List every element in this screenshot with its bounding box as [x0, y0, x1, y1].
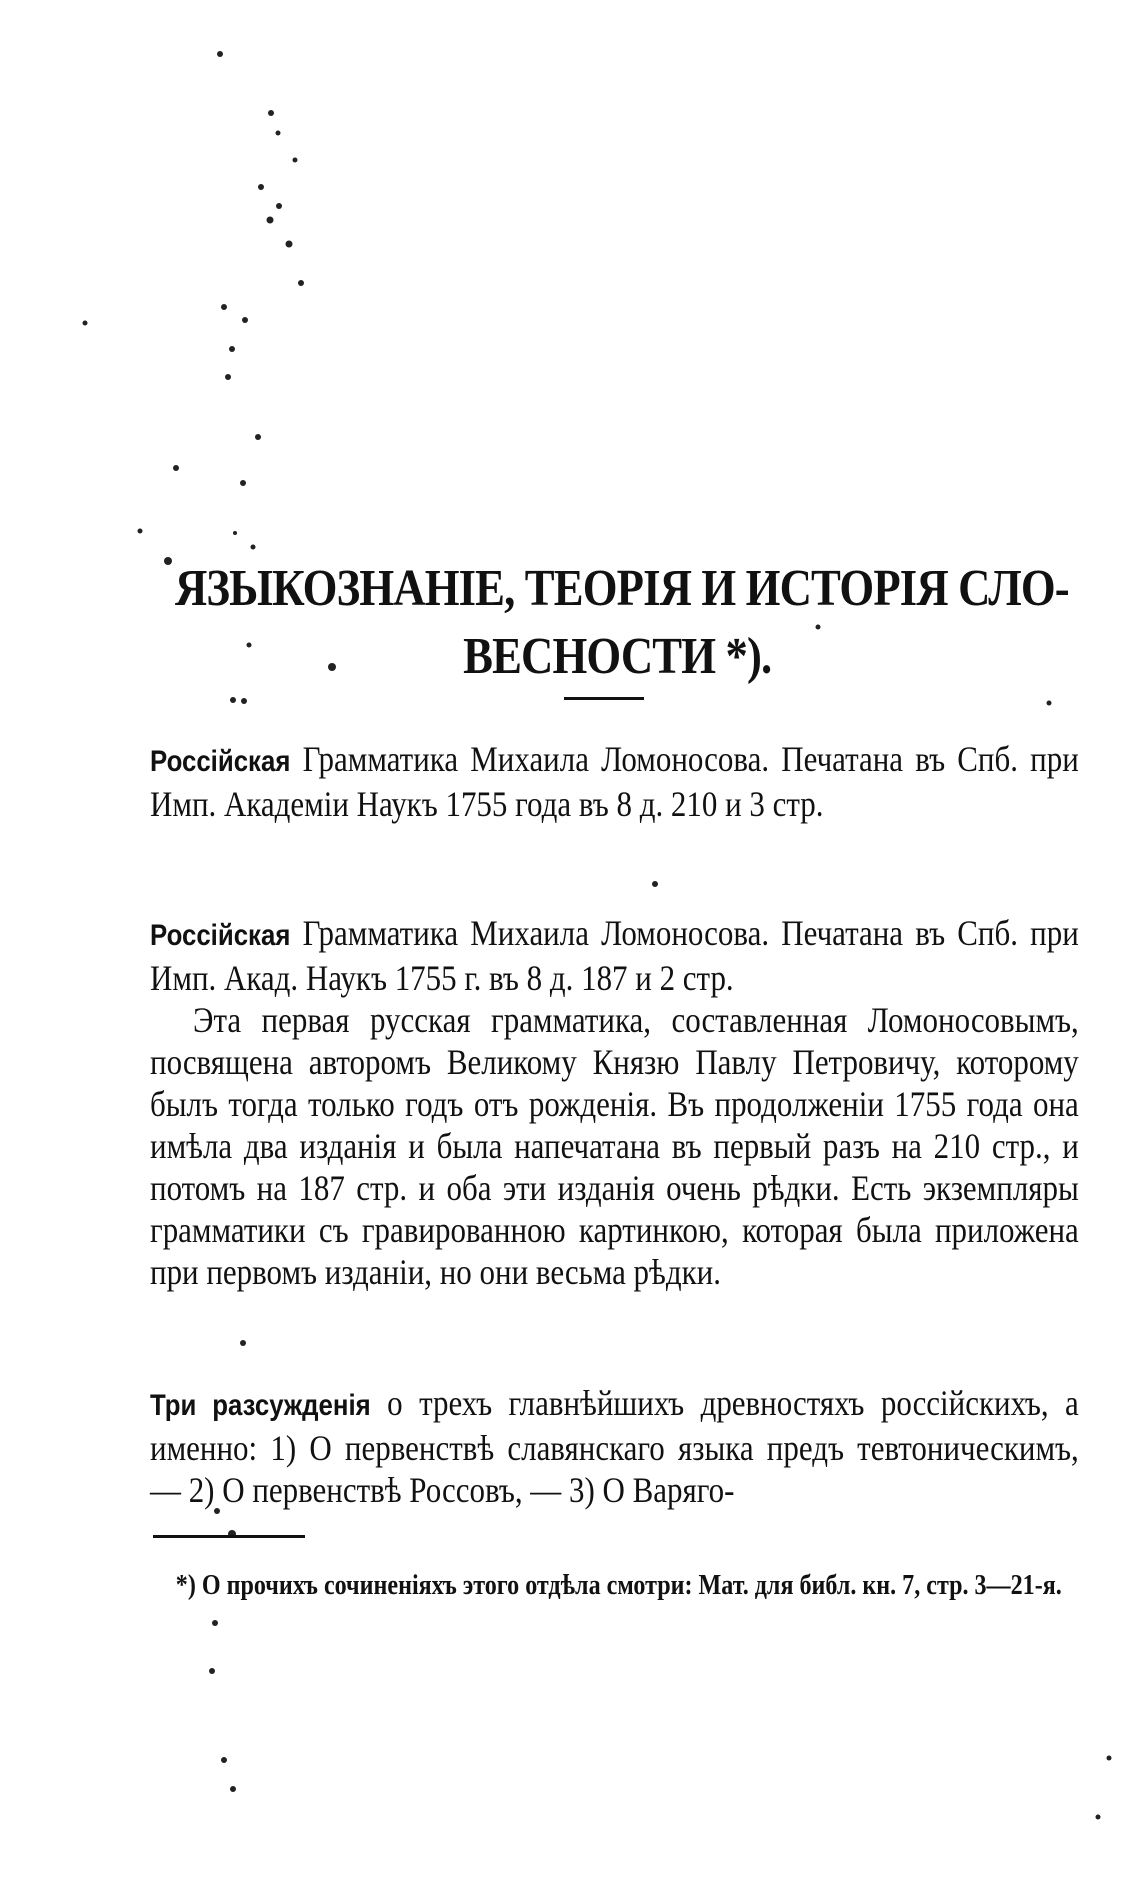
footnote: *) О прочихъ сочиненіяхъ этого отдѣла смотри: Мат. для библ. кн. 7, стр. 3—21-я.	[175, 1570, 1062, 1601]
section-heading	[175, 555, 1069, 691]
heading-separator-rule	[564, 697, 644, 700]
entry-lead-word: Россійская	[150, 919, 291, 952]
bibliography-entry	[150, 912, 1079, 1293]
entry-description: Эта первая русская грамматика, составленная Ломоносовымъ, посвящена авторомъ Великому Князю Павлу Петровичу, которому былъ тогда только годъ отъ рожденія. Въ продолженіи 1755 года она имѣла два изданія и была напечатана въ первый разъ на 210 стр., и потомъ на 187 стр. и оба эти изданія очень рѣдки. Есть экземпляры грамматики съ гравированною картинкою, которая была приложена при первомъ изданіи, но они весьма рѣдки.	[150, 1000, 1079, 1292]
entry-text: Грамматика Михаила Ломоносова. Печатана въ Спб. при Имп. Академіи Наукъ 1755 года въ 8 д. 210 и 3 стр.	[150, 739, 1079, 824]
bibliography-entry	[150, 1382, 1079, 1511]
section-heading-line-2: ВЕСНОСТИ *).	[463, 628, 772, 685]
footnote-separator-rule	[153, 1535, 305, 1538]
bibliography-entry	[150, 738, 1079, 825]
entry-lead-word: Россійская	[150, 745, 291, 778]
entry-lead-word: Три разсужденія	[150, 1389, 371, 1422]
entry-text: Грамматика Михаила Ломоносова. Печатана въ Спб. при Имп. Акад. Наукъ 1755 г. въ 8 д. 187 и 2 стр.	[150, 913, 1079, 998]
section-heading-line-1: ЯЗЫКОЗНАНІЕ, ТЕОРІЯ И ИСТОРІЯ СЛО-	[175, 560, 1069, 617]
entry-text: о трехъ главнѣйшихъ древностяхъ россійскихъ, а именно: 1) О первенствѣ славянскаго языка предъ тевтоническимъ, — 2) О первенствѣ Россовъ, — 3) О Варяго-	[150, 1383, 1079, 1510]
